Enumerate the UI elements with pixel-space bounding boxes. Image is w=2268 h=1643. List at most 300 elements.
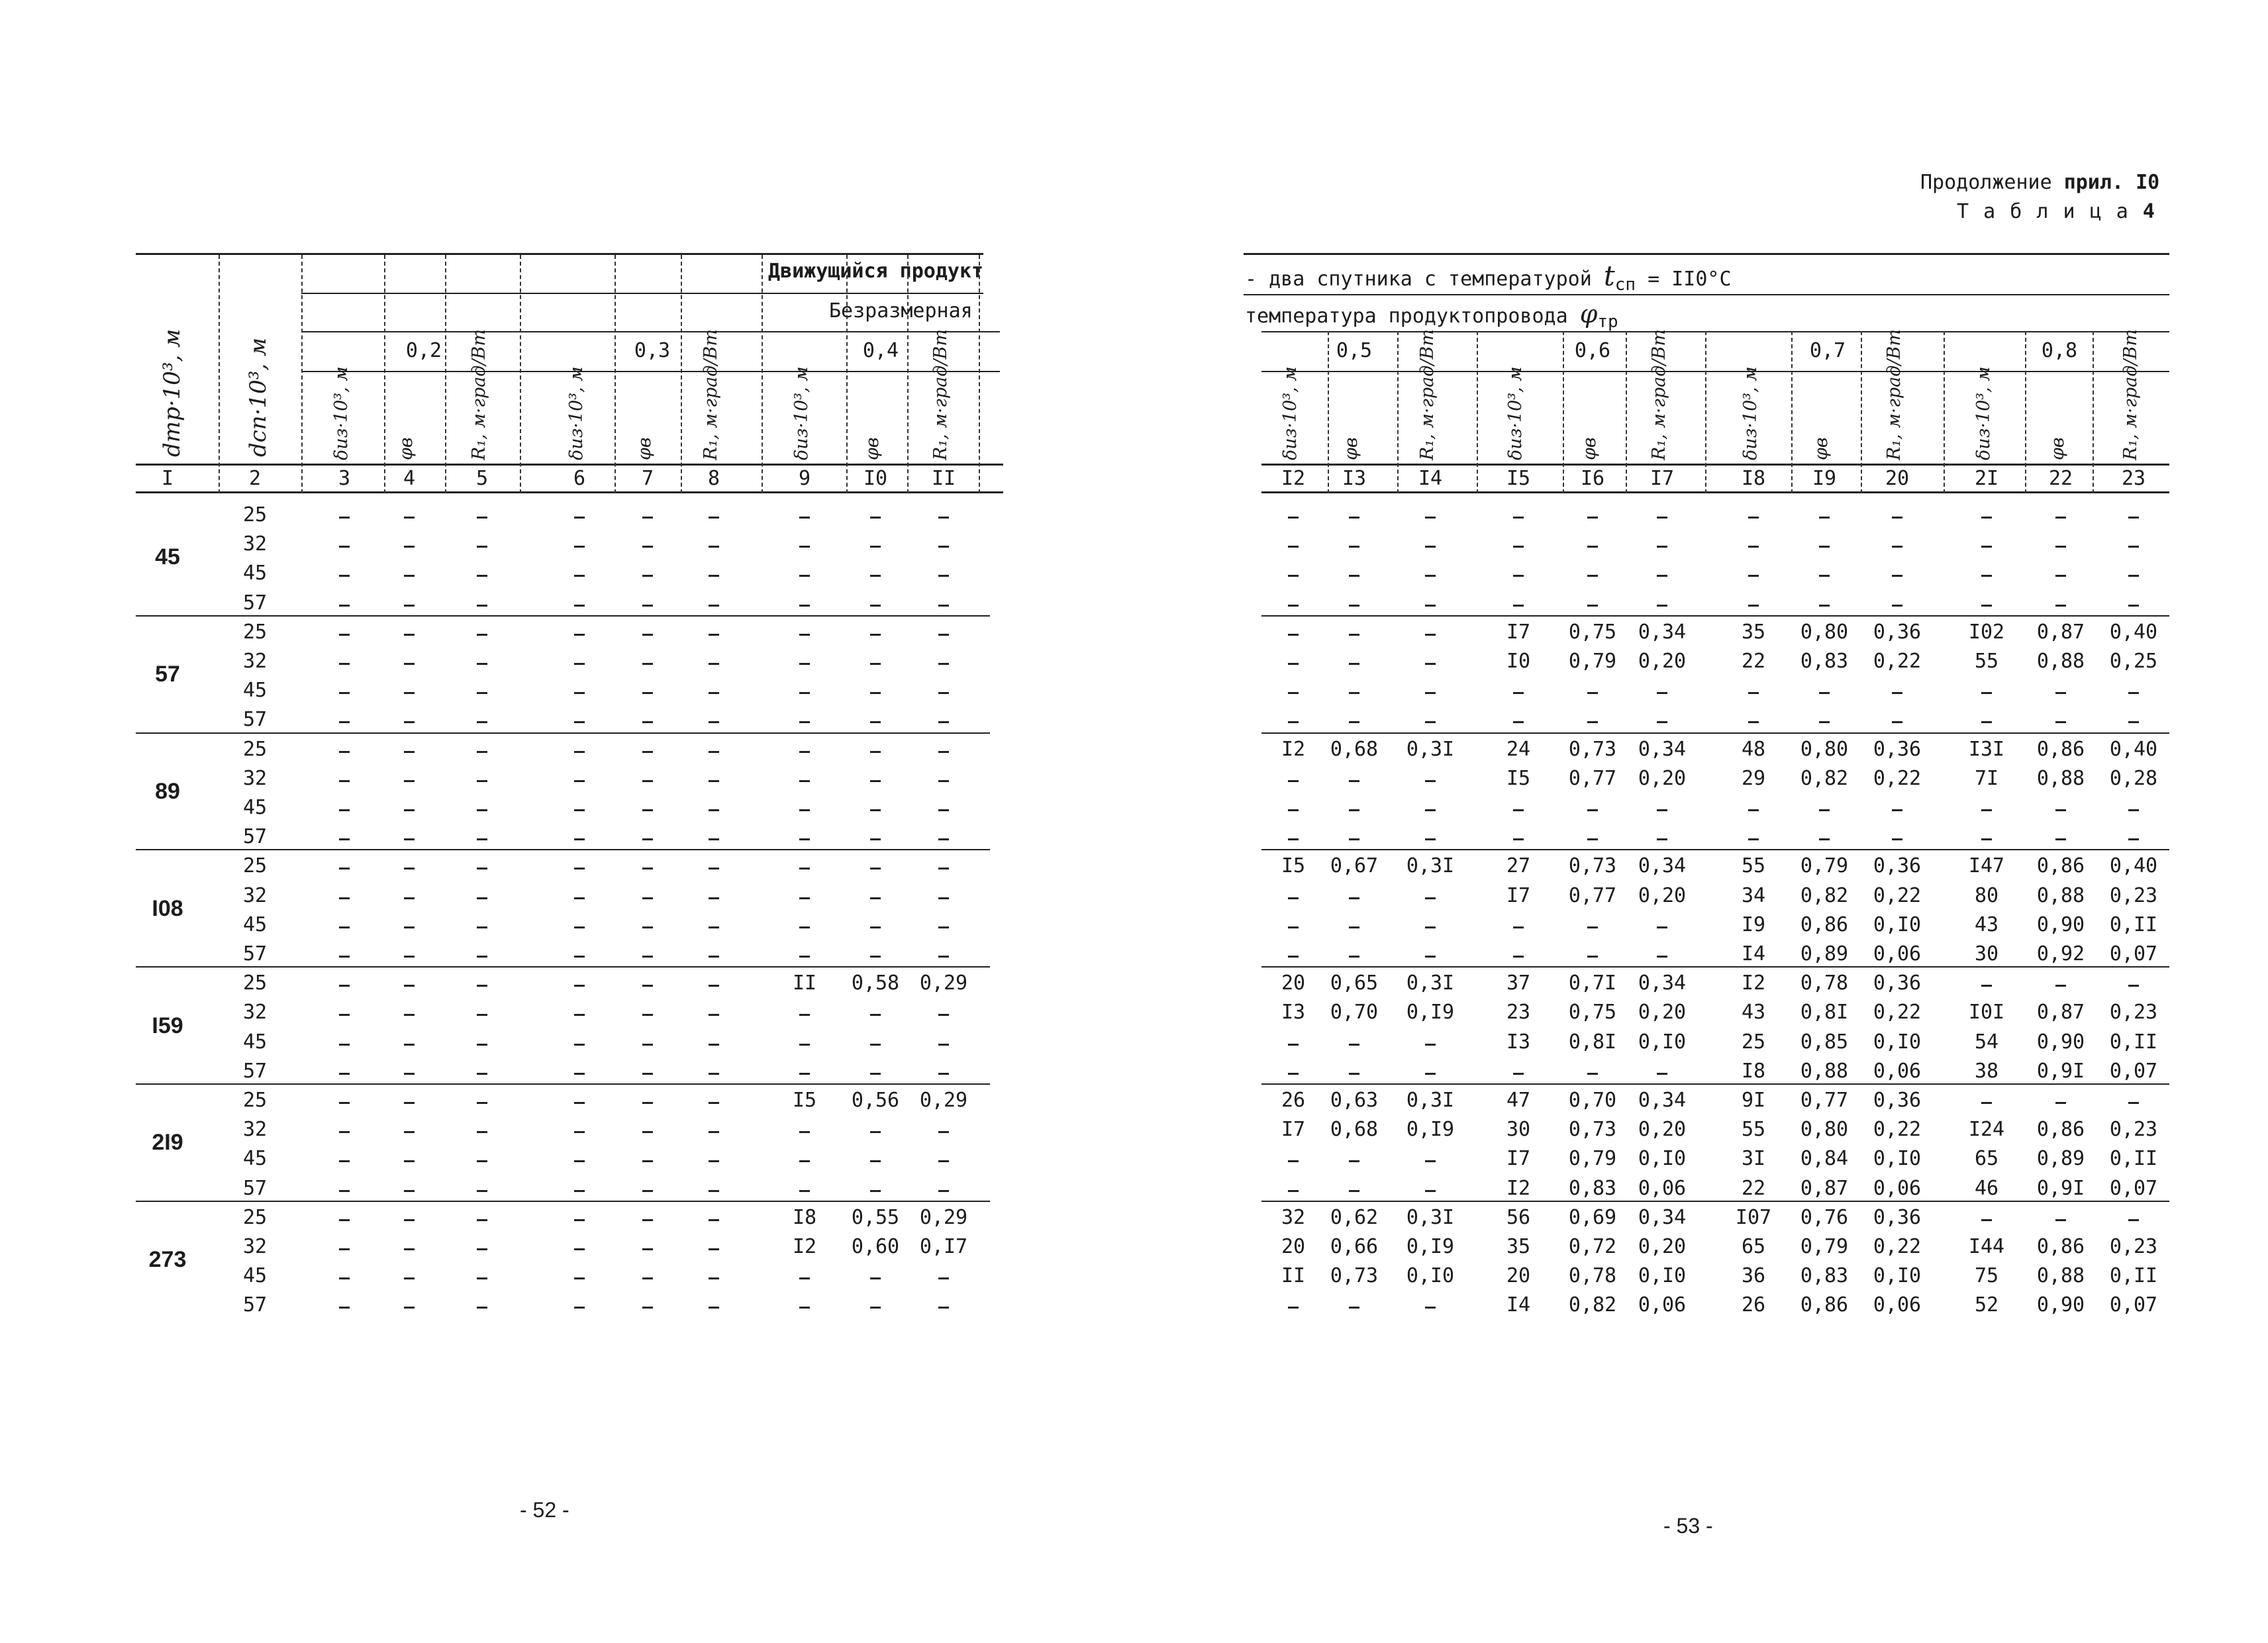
dash-mark xyxy=(799,517,810,519)
data-cell: 0,28 xyxy=(2109,766,2158,790)
dash-mark xyxy=(1748,838,1759,840)
data-cell: 37 xyxy=(1506,971,1531,995)
dash-mark xyxy=(1349,838,1359,840)
data-cell: 0,8I xyxy=(1800,1001,1849,1024)
satellite-diameter: 32 xyxy=(242,883,268,907)
data-cell: 26 xyxy=(1281,1089,1306,1112)
data-cell: 55 xyxy=(1741,854,1766,878)
data-cell: I7 xyxy=(1506,1147,1531,1171)
dash-mark xyxy=(2128,692,2139,694)
dash-mark xyxy=(799,605,810,607)
dash-mark xyxy=(938,517,949,519)
dash-mark xyxy=(339,1277,350,1279)
dash-mark xyxy=(938,721,949,723)
dash-mark xyxy=(709,1190,719,1192)
dash-mark xyxy=(1657,692,1667,694)
dash-mark xyxy=(1425,1307,1436,1309)
column-number: 6 xyxy=(573,467,586,490)
dsp-header: dсп·10³, м xyxy=(245,337,271,457)
dash-mark xyxy=(404,1073,415,1075)
dash-mark xyxy=(339,546,350,548)
data-cell: 0,22 xyxy=(1873,883,1922,907)
satellite-diameter: 57 xyxy=(242,1059,268,1083)
dash-mark xyxy=(1587,605,1598,607)
dash-mark xyxy=(709,1102,719,1104)
dash-mark xyxy=(1349,1190,1359,1192)
dash-mark xyxy=(2128,1102,2139,1104)
dash-mark xyxy=(938,780,949,782)
dash-mark xyxy=(1513,575,1524,577)
dash-mark xyxy=(574,985,585,987)
data-cell: 24 xyxy=(1506,737,1531,761)
column-rule xyxy=(1397,331,1399,493)
dash-mark xyxy=(1981,838,1992,840)
dash-mark xyxy=(339,1073,350,1075)
satellite-diameter: 32 xyxy=(242,650,268,673)
subheader-delta: δиз·10³, м xyxy=(1280,366,1301,460)
dash-mark xyxy=(1288,721,1299,723)
data-cell: I24 xyxy=(1968,1118,2005,1142)
dash-mark xyxy=(477,1277,487,1279)
satellite-diameter: 25 xyxy=(242,503,268,526)
data-cell: 0,84 xyxy=(1800,1147,1849,1171)
data-cell: 0,36 xyxy=(1873,1089,1922,1112)
dash-mark xyxy=(339,897,350,899)
column-number: I xyxy=(161,467,174,490)
data-cell: 30 xyxy=(1506,1118,1531,1142)
dash-mark xyxy=(709,868,719,870)
dash-mark xyxy=(477,751,487,753)
dash-mark xyxy=(799,1277,810,1279)
dash-mark xyxy=(404,926,415,928)
data-cell: 0,II xyxy=(2109,1147,2158,1171)
column-rule xyxy=(445,255,446,493)
dash-mark xyxy=(574,1190,585,1192)
dash-mark xyxy=(938,634,949,636)
dash-mark xyxy=(1425,605,1436,607)
data-cell: 0,36 xyxy=(1873,737,1922,761)
dash-mark xyxy=(642,1044,653,1046)
column-number: I5 xyxy=(1506,467,1531,490)
data-cell: 0,77 xyxy=(1568,766,1617,790)
data-cell: 0,73 xyxy=(1568,737,1617,761)
dash-mark xyxy=(938,1073,949,1075)
dash-mark xyxy=(1748,605,1759,607)
group-rule xyxy=(136,732,990,734)
dash-mark xyxy=(404,721,415,723)
column-rule xyxy=(301,255,303,493)
data-cell: 26 xyxy=(1741,1293,1766,1317)
data-cell: I07 xyxy=(1735,1205,1772,1229)
dash-mark xyxy=(1892,605,1902,607)
data-cell: 0,34 xyxy=(1638,620,1687,644)
data-cell: I3 xyxy=(1506,1030,1531,1054)
data-cell: 0,73 xyxy=(1568,1118,1617,1142)
data-cell: 22 xyxy=(1741,1176,1766,1200)
data-cell: 0,82 xyxy=(1568,1293,1617,1317)
data-cell: 0,06 xyxy=(1873,942,1922,966)
column-rule xyxy=(1861,331,1862,493)
dash-mark xyxy=(642,809,653,811)
dash-mark xyxy=(1657,1073,1667,1075)
satellites-line: - два спутника с температурой $t_{сп} = II0^\circ С$ xyxy=(1245,260,1732,295)
dash-mark xyxy=(1587,956,1598,958)
dash-mark xyxy=(709,1044,719,1046)
dash-mark xyxy=(1892,721,1902,723)
data-cell: 0,I9 xyxy=(1406,1118,1455,1142)
data-cell: 0,7I xyxy=(1568,971,1617,995)
data-cell: 0,70 xyxy=(1330,1001,1379,1024)
dash-mark xyxy=(1425,546,1436,548)
data-cell: 0,40 xyxy=(2109,854,2158,878)
subheader-phi: φв xyxy=(2047,437,2068,460)
dash-mark xyxy=(1748,721,1759,723)
dash-mark xyxy=(339,692,350,694)
column-number: II xyxy=(931,467,956,490)
dash-mark xyxy=(1587,546,1598,548)
subheader-r: R₁, м·град/Вт xyxy=(1417,329,1438,460)
dash-mark xyxy=(870,780,881,782)
dash-mark xyxy=(1981,692,1992,694)
dash-mark xyxy=(574,1131,585,1133)
data-cell: 65 xyxy=(1741,1235,1766,1258)
data-cell: I2 xyxy=(1741,971,1766,995)
subheader-phi: φв xyxy=(396,437,417,460)
dash-mark xyxy=(870,926,881,928)
dash-mark xyxy=(799,1044,810,1046)
dash-mark xyxy=(938,1307,949,1309)
dash-mark xyxy=(1349,926,1359,928)
data-cell: 0,83 xyxy=(1800,1264,1849,1288)
dash-mark xyxy=(709,1073,719,1075)
data-cell: 0,68 xyxy=(1330,1118,1379,1142)
data-cell: 0,22 xyxy=(1873,766,1922,790)
dash-mark xyxy=(870,1190,881,1192)
data-cell: 0,36 xyxy=(1873,1205,1922,1229)
dash-mark xyxy=(404,663,415,665)
column-rule xyxy=(1477,331,1478,493)
data-cell: 0,88 xyxy=(2036,766,2085,790)
dash-mark xyxy=(1513,926,1524,928)
dash-mark xyxy=(642,1160,653,1162)
data-cell: 54 xyxy=(1974,1030,1999,1054)
data-cell: II xyxy=(792,971,817,995)
dash-mark xyxy=(404,1219,415,1221)
dash-mark xyxy=(1349,546,1359,548)
data-cell: 0,78 xyxy=(1800,971,1849,995)
dash-mark xyxy=(1349,956,1359,958)
dash-mark xyxy=(404,1307,415,1309)
data-cell: 0,3I xyxy=(1406,1089,1455,1112)
column-number: I4 xyxy=(1418,467,1443,490)
dash-mark xyxy=(404,517,415,519)
data-cell: 0,23 xyxy=(2109,883,2158,907)
dash-mark xyxy=(938,868,949,870)
dash-mark xyxy=(339,809,350,811)
dash-mark xyxy=(799,1131,810,1133)
dash-mark xyxy=(404,1131,415,1133)
dash-mark xyxy=(404,751,415,753)
data-cell: 55 xyxy=(1741,1118,1766,1142)
dash-mark xyxy=(1288,663,1299,665)
column-rule xyxy=(681,255,682,493)
data-cell: 46 xyxy=(1974,1176,1999,1200)
dash-mark xyxy=(938,956,949,958)
dash-mark xyxy=(938,1131,949,1133)
data-cell: 0,85 xyxy=(1800,1030,1849,1054)
dash-mark xyxy=(574,692,585,694)
data-cell: 0,92 xyxy=(2036,942,2085,966)
dash-mark xyxy=(870,1307,881,1309)
column-number: 22 xyxy=(2048,467,2073,490)
dash-mark xyxy=(574,1073,585,1075)
data-cell: 0,89 xyxy=(1800,942,1849,966)
dash-mark xyxy=(1587,575,1598,577)
dash-mark xyxy=(2055,985,2066,987)
dash-mark xyxy=(1892,809,1902,811)
dash-mark xyxy=(642,1248,653,1250)
dash-mark xyxy=(870,956,881,958)
data-cell: 0,22 xyxy=(1873,1001,1922,1024)
dash-mark xyxy=(404,1014,415,1016)
dash-mark xyxy=(870,546,881,548)
column-rule xyxy=(615,255,616,493)
data-cell: I5 xyxy=(1281,854,1306,878)
dash-mark xyxy=(642,517,653,519)
data-cell: I7 xyxy=(1506,883,1531,907)
data-cell: 0,06 xyxy=(1638,1293,1687,1317)
dash-mark xyxy=(404,1277,415,1279)
subheader-delta: δиз·10³, м xyxy=(1973,366,1994,460)
column-number: I7 xyxy=(1650,467,1675,490)
data-cell: 0,73 xyxy=(1330,1264,1379,1288)
dash-mark xyxy=(574,1219,585,1221)
dash-mark xyxy=(1981,809,1992,811)
dash-mark xyxy=(709,956,719,958)
data-cell: 0,90 xyxy=(2036,913,2085,936)
dash-mark xyxy=(339,1160,350,1162)
data-cell: 0,86 xyxy=(1800,1293,1849,1317)
data-cell: 0,90 xyxy=(2036,1030,2085,1054)
column-number: 2 xyxy=(248,467,262,490)
satellite-diameter: 45 xyxy=(242,1147,268,1171)
satellite-diameter: 25 xyxy=(242,854,268,878)
dash-mark xyxy=(799,780,810,782)
dash-mark xyxy=(477,985,487,987)
data-cell: 0,I9 xyxy=(1406,1001,1455,1024)
dash-mark xyxy=(2055,692,2066,694)
dash-mark xyxy=(709,692,719,694)
dash-mark xyxy=(870,721,881,723)
dash-mark xyxy=(1981,985,1992,987)
dash-mark xyxy=(339,1102,350,1104)
group-rule xyxy=(136,615,990,617)
satellite-diameter: 25 xyxy=(242,1205,268,1229)
data-cell: 0,88 xyxy=(1800,1059,1849,1083)
dash-mark xyxy=(870,838,881,840)
satellite-diameter: 25 xyxy=(242,620,268,644)
pipe-diameter-label: I08 xyxy=(152,895,183,921)
dash-mark xyxy=(404,809,415,811)
dash-mark xyxy=(2128,517,2139,519)
pipe-diameter-label: 57 xyxy=(155,662,180,687)
dash-mark xyxy=(1981,546,1992,548)
data-cell: 32 xyxy=(1281,1205,1306,1229)
data-cell: 0,25 xyxy=(2109,650,2158,673)
dash-mark xyxy=(709,751,719,753)
data-cell: 0,86 xyxy=(1800,913,1849,936)
column-rule xyxy=(1328,331,1329,493)
column-rule xyxy=(384,255,385,493)
column-number: I3 xyxy=(1342,467,1367,490)
dash-mark xyxy=(1819,721,1830,723)
column-rule xyxy=(520,255,521,493)
dash-mark xyxy=(1587,517,1598,519)
dash-mark xyxy=(404,897,415,899)
dash-mark xyxy=(339,838,350,840)
dash-mark xyxy=(404,605,415,607)
dash-mark xyxy=(339,1190,350,1192)
data-cell: 0,58 xyxy=(851,971,900,995)
data-cell: 0,20 xyxy=(1638,1001,1687,1024)
data-cell: 30 xyxy=(1974,942,1999,966)
dash-mark xyxy=(642,1014,653,1016)
group-rule xyxy=(1261,849,2169,850)
dash-mark xyxy=(1748,575,1759,577)
satellite-diameter: 32 xyxy=(242,1235,268,1258)
column-number: I0 xyxy=(863,467,888,490)
dash-mark xyxy=(642,721,653,723)
dash-mark xyxy=(642,575,653,577)
data-cell: 0,23 xyxy=(2109,1001,2158,1024)
dash-mark xyxy=(1288,897,1299,899)
data-cell: 0,29 xyxy=(919,1089,968,1112)
data-cell: 0,22 xyxy=(1873,1235,1922,1258)
dash-mark xyxy=(574,1160,585,1162)
satellite-diameter: 25 xyxy=(242,737,268,761)
data-cell: 0,77 xyxy=(1568,883,1617,907)
dash-mark xyxy=(477,956,487,958)
rule-under-satellites xyxy=(1244,294,2169,295)
dash-mark xyxy=(709,721,719,723)
dash-mark xyxy=(642,1102,653,1104)
dash-mark xyxy=(709,809,719,811)
dash-mark xyxy=(1657,517,1667,519)
dash-mark xyxy=(477,838,487,840)
dash-mark xyxy=(339,1248,350,1250)
dash-mark xyxy=(2055,546,2066,548)
data-cell: I44 xyxy=(1968,1235,2005,1258)
dash-mark xyxy=(1288,926,1299,928)
data-cell: 20 xyxy=(1281,1235,1306,1258)
dash-mark xyxy=(1288,1073,1299,1075)
data-cell: 0,36 xyxy=(1873,971,1922,995)
dash-mark xyxy=(642,1219,653,1221)
dimensionless-label: Безразмерная xyxy=(829,299,973,323)
dash-mark xyxy=(404,985,415,987)
dash-mark xyxy=(1892,692,1902,694)
dash-mark xyxy=(1288,1307,1299,1309)
dash-mark xyxy=(709,1219,719,1221)
data-cell: 0,9I xyxy=(2036,1059,2085,1083)
data-cell: 0,20 xyxy=(1638,650,1687,673)
dash-mark xyxy=(2128,575,2139,577)
page-number-right: - 53 - xyxy=(1663,1514,1713,1538)
dash-mark xyxy=(339,780,350,782)
pipe-temp-line: температура продуктопровода $\varphi_{тр}$ xyxy=(1245,299,1618,332)
dash-mark xyxy=(1425,721,1436,723)
subheader-phi: φв xyxy=(1811,437,1832,460)
data-cell: 20 xyxy=(1281,971,1306,995)
phi-group-label: 0,7 xyxy=(1809,339,1846,362)
column-number: 20 xyxy=(1885,467,1910,490)
dash-mark xyxy=(870,1131,881,1133)
dash-mark xyxy=(1425,1073,1436,1075)
data-cell: 0,3I xyxy=(1406,737,1455,761)
dash-mark xyxy=(870,575,881,577)
dash-mark xyxy=(1819,546,1830,548)
dash-mark xyxy=(574,838,585,840)
dash-mark xyxy=(870,605,881,607)
pipe-diameter-label: 2I9 xyxy=(152,1130,183,1156)
dash-mark xyxy=(574,575,585,577)
data-cell: 35 xyxy=(1506,1235,1531,1258)
dash-mark xyxy=(938,1190,949,1192)
data-cell: 20 xyxy=(1506,1264,1531,1288)
dash-mark xyxy=(1425,634,1436,636)
dash-mark xyxy=(938,838,949,840)
dash-mark xyxy=(477,692,487,694)
dash-mark xyxy=(799,546,810,548)
dash-mark xyxy=(574,663,585,665)
dash-mark xyxy=(799,1160,810,1162)
dash-mark xyxy=(799,575,810,577)
dash-mark xyxy=(1288,956,1299,958)
dash-mark xyxy=(709,546,719,548)
dash-mark xyxy=(709,780,719,782)
column-number: 23 xyxy=(2121,467,2146,490)
dash-mark xyxy=(2128,838,2139,840)
dash-mark xyxy=(1349,780,1359,782)
dash-mark xyxy=(574,1044,585,1046)
dash-mark xyxy=(870,517,881,519)
dash-mark xyxy=(574,1014,585,1016)
subheader-r: R₁, м·град/Вт xyxy=(469,329,489,460)
dash-mark xyxy=(2055,721,2066,723)
dash-mark xyxy=(574,1248,585,1250)
data-cell: 0,I0 xyxy=(1873,913,1922,936)
dash-mark xyxy=(404,868,415,870)
dash-mark xyxy=(870,1277,881,1279)
dash-mark xyxy=(574,634,585,636)
data-cell: 0,40 xyxy=(2109,620,2158,644)
data-cell: 0,88 xyxy=(2036,883,2085,907)
dash-mark xyxy=(709,1160,719,1162)
dash-mark xyxy=(477,634,487,636)
dash-mark xyxy=(404,956,415,958)
dash-mark xyxy=(2128,546,2139,548)
dash-mark xyxy=(870,1044,881,1046)
data-cell: 0,86 xyxy=(2036,854,2085,878)
dash-mark xyxy=(404,1190,415,1192)
dash-mark xyxy=(938,926,949,928)
data-cell: 80 xyxy=(1974,883,1999,907)
data-cell: 0,II xyxy=(2109,913,2158,936)
data-cell: I2 xyxy=(792,1235,817,1258)
dash-mark xyxy=(404,1102,415,1104)
data-cell: 0,06 xyxy=(1873,1293,1922,1317)
dash-mark xyxy=(339,985,350,987)
